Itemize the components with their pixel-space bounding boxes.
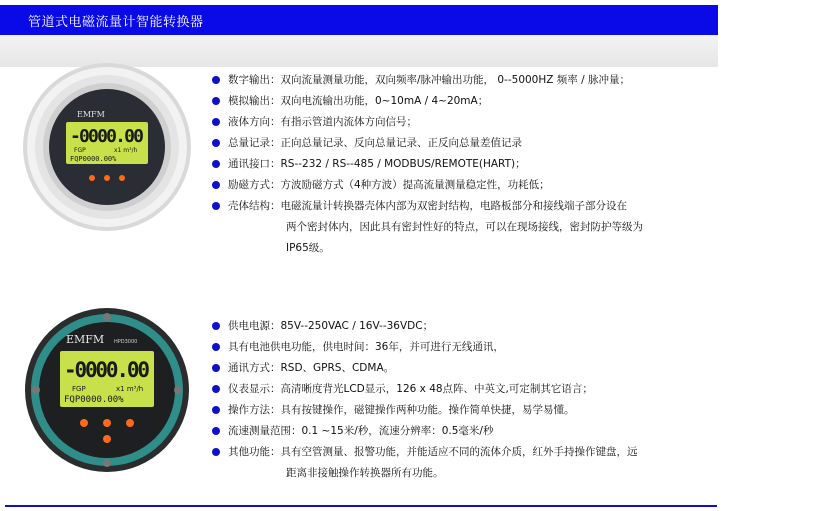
feature-item bbox=[210, 70, 720, 91]
bullet-icon bbox=[212, 385, 220, 393]
feature-text: 有指示管道内流体方向信号； bbox=[280, 116, 417, 128]
feature-text: 高清晰度背光LCD显示，126 x 48点阵、中英文,可定制其它语言； bbox=[280, 383, 593, 395]
bullet-icon bbox=[212, 427, 220, 435]
feature-label: 操作方法： bbox=[228, 404, 281, 416]
feature-item bbox=[210, 133, 720, 154]
feature-text: RS--232 / RS--485 / MODBUS/REMOTE(HART)； bbox=[280, 158, 526, 170]
bullet-icon bbox=[212, 97, 220, 105]
feature-item bbox=[210, 91, 720, 112]
meter1-row2-label: FGP bbox=[74, 147, 86, 154]
bullet-icon bbox=[212, 448, 220, 456]
feature-item bbox=[210, 196, 720, 259]
feature-label: 流速测量范围： bbox=[228, 425, 302, 437]
bullet-icon bbox=[212, 202, 220, 210]
bullet-icon bbox=[212, 343, 220, 351]
bullet-icon bbox=[212, 322, 220, 330]
bullet-icon bbox=[212, 181, 220, 189]
feature-text: RSD、GPRS、CDMA。 bbox=[280, 362, 395, 374]
feature-item bbox=[210, 421, 720, 442]
feature-text: 具有空管测量、报警功能，并能适应不同的流体介质，红外手持操作键盘，远 bbox=[280, 446, 638, 458]
feature-text: 具有电池供电功能，供电时间：36年，并可进行无线通讯， bbox=[228, 341, 504, 353]
feature-text-continuation: IP65级。 bbox=[286, 242, 330, 254]
meter2-model: HPD3000 bbox=[114, 339, 138, 345]
meter2-display-value: -0000.00 bbox=[64, 358, 150, 382]
feature-label: 通讯方式： bbox=[228, 362, 281, 374]
feature-item bbox=[210, 112, 720, 133]
feature-list-1 bbox=[210, 70, 720, 259]
feature-label: 壳体结构： bbox=[228, 200, 281, 212]
meter2-row3: FQP0000.00% bbox=[64, 395, 124, 405]
feature-label: 励磁方式： bbox=[228, 179, 281, 191]
feature-text: 电磁流量计转换器壳体内部为双密封结构，电路板部分和接线端子部分设在 bbox=[280, 200, 627, 212]
feature-label: 仪表显示： bbox=[228, 383, 281, 395]
feature-item bbox=[210, 337, 720, 358]
bullet-icon bbox=[212, 118, 220, 126]
meter-image-white bbox=[22, 62, 192, 232]
meter1-row3: FQP0000.00% bbox=[70, 155, 117, 163]
bottom-divider bbox=[5, 505, 717, 507]
feature-item bbox=[210, 379, 720, 400]
feature-item bbox=[210, 400, 720, 421]
bullet-icon bbox=[212, 406, 220, 414]
feature-text-continuation: 距离非接触操作转换器所有功能。 bbox=[286, 467, 444, 479]
feature-text: 85V--250VAC / 16V--36VDC； bbox=[280, 320, 434, 332]
meter2-row2-label: FGP bbox=[72, 385, 86, 393]
meter2-row2-unit: x1 m³/h bbox=[116, 385, 144, 393]
title-bar bbox=[0, 5, 718, 35]
feature-text: 方波励磁方式（4种方波）提高流量测量稳定性，功耗低； bbox=[280, 179, 550, 191]
feature-text: 正向总量记录、反向总量记录、正反向总量差值记录 bbox=[280, 137, 522, 149]
feature-text: 0.1 ~15米/秒，流速分辨率：0.5毫米/秒 bbox=[301, 425, 494, 437]
feature-item bbox=[210, 316, 720, 337]
feature-list-2 bbox=[210, 316, 720, 484]
feature-item bbox=[210, 358, 720, 379]
feature-text: 具有按键操作，磁键操作两种功能。操作简单快捷，易学易懂。 bbox=[280, 404, 575, 416]
bullet-icon bbox=[212, 139, 220, 147]
feature-label: 供电电源： bbox=[228, 320, 281, 332]
meter1-display-value: -0000.00 bbox=[70, 126, 144, 147]
feature-item bbox=[210, 154, 720, 175]
page-title: 管道式电磁流量计智能转换器 bbox=[28, 15, 204, 30]
meter-image-green bbox=[22, 305, 192, 475]
bullet-icon bbox=[212, 160, 220, 168]
feature-label: 数字输出： bbox=[228, 74, 281, 86]
bullet-icon bbox=[212, 364, 220, 372]
feature-label: 液体方向： bbox=[228, 116, 281, 128]
feature-label: 模拟输出： bbox=[228, 95, 281, 107]
feature-text: 双向流量测量功能，双向频率/脉冲输出功能， 0--5000HZ 频率 / 脉冲量； bbox=[280, 74, 630, 86]
feature-text: 双向电流输出功能，0~10mA / 4~20mA； bbox=[280, 95, 489, 107]
feature-label: 其他功能： bbox=[228, 446, 281, 458]
feature-label: 总量记录： bbox=[228, 137, 281, 149]
meter2-brand: EMFM bbox=[66, 333, 105, 346]
bullet-icon bbox=[212, 76, 220, 84]
feature-item bbox=[210, 175, 720, 196]
meter1-brand: EMFM bbox=[77, 110, 105, 119]
feature-item bbox=[210, 442, 720, 484]
meter1-row2-unit: x1 m³/h bbox=[114, 147, 138, 154]
feature-text-continuation: 两个密封体内，因此具有密封性好的特点，可以在现场接线，密封防护等级为 bbox=[286, 221, 643, 233]
feature-label: 通讯接口： bbox=[228, 158, 281, 170]
